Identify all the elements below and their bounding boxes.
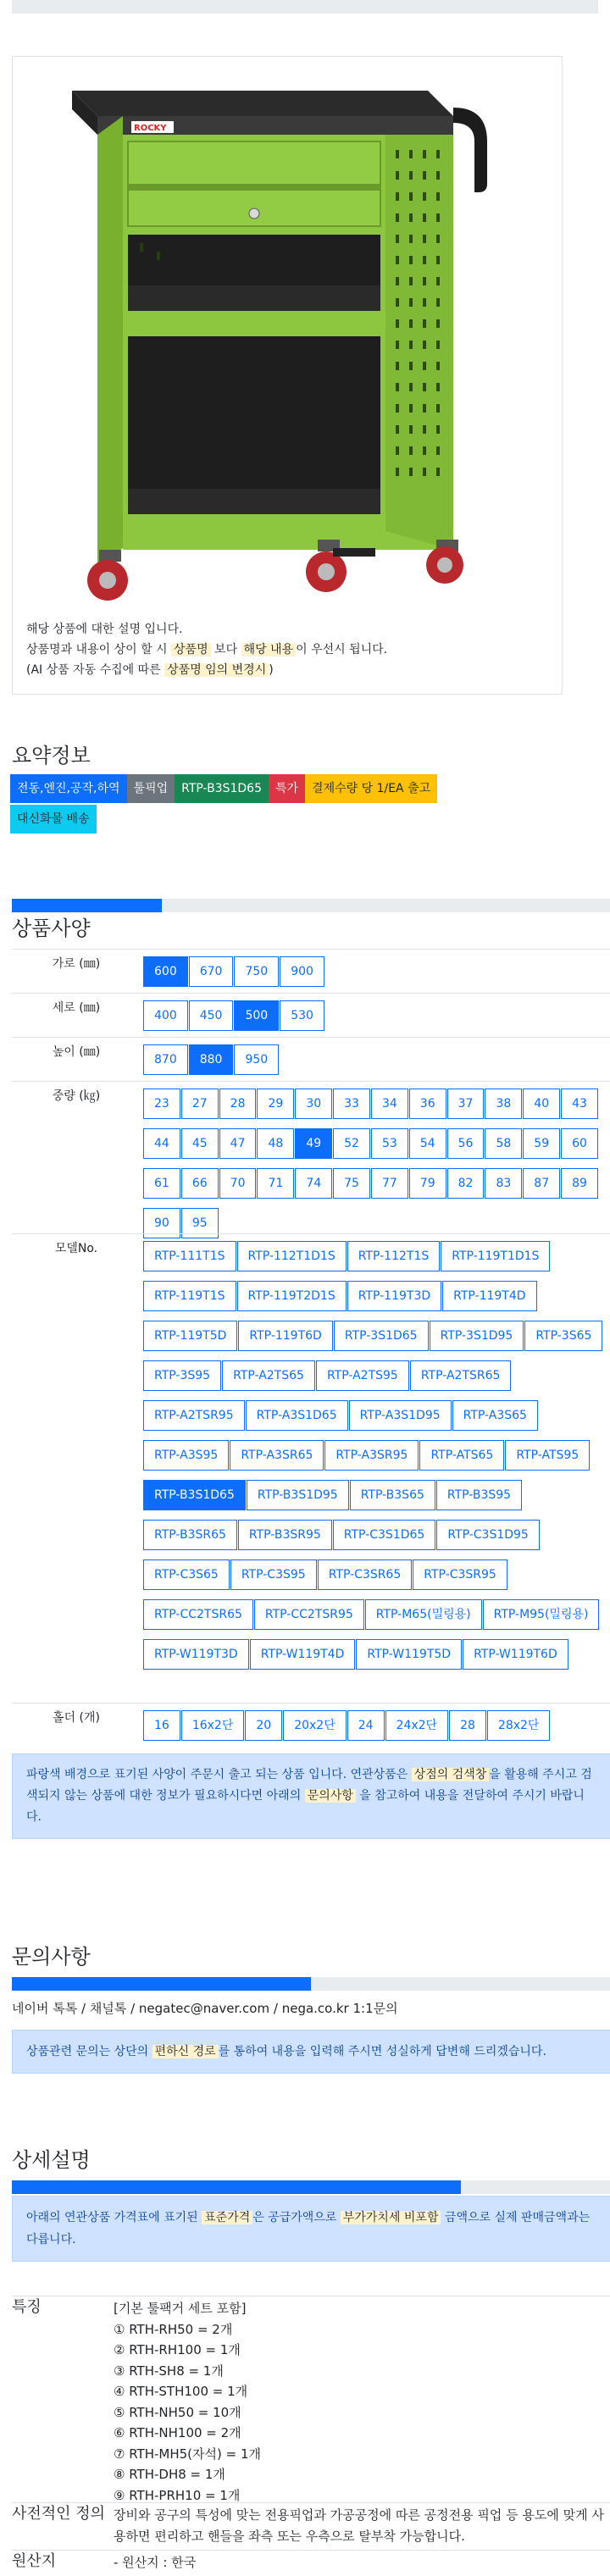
spec-row-weight (12, 1081, 610, 1234)
detail-line: ① RTH-RH50 = 2개 (114, 2321, 233, 2337)
spec-option-button[interactable]: RTP-A3SR65 (230, 1440, 324, 1471)
spec-option-button[interactable]: 34 (371, 1089, 408, 1119)
spec-label: 중량 (㎏) (52, 1089, 101, 1103)
spec-label: 가로 (㎜) (52, 957, 101, 971)
spec-option-button[interactable]: RTP-M65(밀링용) (365, 1599, 482, 1630)
spec-option-button[interactable]: RTP-B3S95 (436, 1480, 522, 1510)
spec-option-button[interactable]: 71 (257, 1168, 294, 1199)
detail-line: ⑨ RTH-PRH10 = 1개 (114, 2487, 241, 2503)
spec-option-button[interactable]: 52 (333, 1128, 370, 1159)
spec-options (143, 1089, 610, 1248)
spec-option-button[interactable]: RTP-W119T3D (143, 1639, 249, 1670)
tool-cart-image (47, 57, 521, 607)
spec-option-button[interactable]: RTP-C3SR95 (413, 1559, 507, 1590)
spec-option-button[interactable]: RTP-A2TSR65 (410, 1360, 512, 1391)
spec-option-button[interactable]: RTP-A3SR95 (324, 1440, 419, 1471)
spec-option-button[interactable]: RTP-C3S1D65 (333, 1520, 436, 1550)
spec-option-button[interactable]: 66 (181, 1168, 219, 1199)
spec-option-button[interactable]: 24x2단 (385, 1710, 449, 1741)
detail-value (114, 2552, 610, 2573)
spec-option-button[interactable]: 95 (181, 1208, 219, 1238)
spec-option-button[interactable]: RTP-B3SR95 (238, 1520, 332, 1550)
spec-option-button[interactable]: 43 (561, 1089, 598, 1119)
spec-option-button[interactable]: 670 (189, 956, 234, 987)
spec-option-button[interactable]: RTP-M95(밀링용) (483, 1599, 600, 1630)
spec-option-button[interactable]: 880 (189, 1044, 234, 1075)
spec-option-button[interactable]: 40 (523, 1089, 560, 1119)
channel-talk-link[interactable]: 채널톡 (89, 2001, 127, 2016)
spec-option-button[interactable]: 38 (485, 1089, 522, 1119)
spec-option-button[interactable]: 400 (143, 1000, 188, 1031)
spec-option-button[interactable]: RTP-W119T6D (463, 1639, 568, 1670)
spec-progress-fill (12, 899, 162, 912)
detail-label: 특징 (12, 2298, 42, 2316)
spec-option-button[interactable]: 20 (245, 1710, 282, 1741)
desc-line-3: (AI 상품 자동 수집에 따른 상품명 임의 변경시 ) (26, 663, 274, 677)
detail-progress (12, 2180, 610, 2194)
spec-option-button[interactable]: 28 (449, 1710, 486, 1741)
inquiry-notice: 상품관련 문의는 상단의 편하신 경로 를 통하여 내용을 입력해 주시면 성실하게 답변해 드리겠습니다. (12, 2030, 610, 2074)
summary-tags (10, 774, 603, 835)
detail-line: ⑦ RTH-MH5(자석) = 1개 (114, 2446, 261, 2462)
detail-line: [기본 툴팩거 세트 포함] (114, 2301, 247, 2316)
spec-option-button[interactable]: 28x2단 (487, 1710, 551, 1741)
spec-option-button[interactable]: RTP-B3S1D65 (143, 1480, 246, 1510)
spec-options (143, 1044, 610, 1084)
spec-option-button[interactable]: RTP-A2TS65 (222, 1360, 315, 1391)
spec-label: 세로 (㎜) (52, 1001, 101, 1015)
spec-option-button[interactable]: RTP-A2TSR95 (143, 1400, 245, 1431)
spec-options (143, 1000, 610, 1040)
detail-row-origin (12, 2550, 610, 2576)
spec-option-button[interactable]: 29 (257, 1089, 294, 1119)
spec-row-holder (12, 1703, 610, 1746)
spec-option-button[interactable]: 53 (371, 1128, 408, 1159)
spec-option-button[interactable]: 16x2단 (181, 1710, 245, 1741)
spec-option-button[interactable]: 870 (143, 1044, 188, 1075)
spec-option-button[interactable]: RTP-C3S95 (230, 1559, 317, 1590)
spec-option-button[interactable]: 77 (371, 1168, 408, 1199)
spec-option-button[interactable]: 27 (181, 1089, 219, 1119)
detail-label: 원산지 (12, 2552, 57, 2570)
spec-option-button[interactable]: RTP-A3S65 (452, 1400, 538, 1431)
spec-option-button[interactable]: 16 (143, 1710, 180, 1741)
email-link[interactable]: negatec@naver.com (138, 2001, 270, 2016)
spec-label: 높이 (㎜) (52, 1045, 101, 1059)
tag-special: 특가 (269, 774, 305, 803)
spec-option-button[interactable]: 500 (234, 1000, 279, 1031)
detail-line: ② RTH-RH100 = 1개 (114, 2342, 241, 2357)
spec-option-button[interactable]: RTP-A3S1D95 (349, 1400, 452, 1431)
spec-option-button[interactable]: RTP-A2TS95 (316, 1360, 409, 1391)
spec-label: 모델No. (54, 1242, 98, 1255)
spec-option-button[interactable]: RTP-B3SR65 (143, 1520, 237, 1550)
spec-option-button[interactable]: RTP-111T1S (143, 1241, 236, 1271)
spec-option-button[interactable]: 33 (333, 1089, 370, 1119)
spec-option-button[interactable]: RTP-119T5D (143, 1321, 237, 1351)
detail-notice: 아래의 연관상품 가격표에 표기된 표준가격 은 공급가액으로 부가가치세 비포함 금액으로 실제 판매금액과는 다릅니다. (12, 2196, 610, 2262)
spec-option-button[interactable]: RTP-CC2TSR65 (143, 1599, 253, 1630)
spec-option-button[interactable]: 87 (523, 1168, 560, 1199)
spec-option-button[interactable]: RTP-CC2TSR95 (254, 1599, 364, 1630)
spec-option-button[interactable]: 59 (523, 1128, 560, 1159)
spec-row-depth (12, 993, 610, 1038)
spec-option-button[interactable]: 82 (447, 1168, 485, 1199)
spec-option-button[interactable]: RTP-W119T4D (250, 1639, 356, 1670)
spec-option-button[interactable]: RTP-119T4D (442, 1281, 536, 1311)
site-inquiry-link[interactable]: nega.co.kr 1:1문의 (281, 2001, 398, 2016)
spec-option-button[interactable]: RTP-119T2D1S (237, 1281, 347, 1311)
spec-option-button[interactable]: 70 (219, 1168, 257, 1199)
detail-line: ⑤ RTH-NH50 = 10개 (114, 2404, 241, 2420)
detail-progress-fill (12, 2180, 461, 2194)
spec-option-button[interactable]: RTP-119T3D (347, 1281, 441, 1311)
spec-notice: 파랑색 배경으로 표기된 사양이 주문시 출고 되는 상품 입니다. 연관상품은 상점의 검색창 을 활용해 주시고 검색되지 않는 상품에 대한 정보가 필요하시다면 아래의 문의사항 을 참고하여 내용을 전달하여 주시기 바랍니다. (12, 1753, 610, 1839)
spec-option-button[interactable]: 30 (295, 1089, 332, 1119)
spec-option-button[interactable]: 950 (234, 1044, 279, 1075)
spec-option-button[interactable]: 900 (280, 956, 324, 987)
tag-category: 전동,엔진,공작,하역 (10, 774, 127, 803)
spec-option-button[interactable]: 600 (143, 956, 188, 987)
spec-option-button[interactable]: RTP-W119T5D (356, 1639, 462, 1670)
desc-line-1: 해당 상품에 대한 설명 입니다. (26, 623, 183, 636)
spec-progress (12, 899, 610, 912)
brand-label: ROCKY (134, 124, 167, 133)
spec-option-button[interactable]: 48 (257, 1128, 294, 1159)
detail-label: 사전적인 정의 (12, 2505, 106, 2523)
spec-option-button[interactable]: 47 (219, 1128, 257, 1159)
spec-options (143, 1710, 610, 1750)
spec-option-button[interactable]: RTP-A3S1D65 (246, 1400, 348, 1431)
spec-row-height (12, 1037, 610, 1082)
spec-option-button[interactable]: 530 (280, 1000, 324, 1031)
spec-option-button[interactable]: RTP-B3S65 (350, 1480, 435, 1510)
spec-title: 상품사양 (12, 917, 91, 940)
desc-line-2: 상품명과 내용이 상이 할 시 상품명 보다 해당 내용 이 우선시 됩니다. (26, 643, 388, 656)
spec-row-width (12, 949, 610, 994)
spec-options (143, 1241, 610, 1679)
inquiry-title: 문의사항 (12, 1945, 91, 1969)
spec-option-button[interactable]: 28 (219, 1089, 257, 1119)
tag-shipping: 대신화물 배송 (10, 805, 97, 834)
spec-option-button[interactable]: RTP-3S1D95 (430, 1321, 524, 1351)
spec-option-button[interactable]: 75 (333, 1168, 370, 1199)
spec-option-button[interactable]: RTP-A3S95 (143, 1440, 229, 1471)
spec-option-button[interactable]: RTP-ATS65 (419, 1440, 504, 1471)
spec-option-button[interactable]: RTP-119T1D1S (441, 1241, 550, 1271)
spec-option-button[interactable]: 60 (561, 1128, 598, 1159)
spec-option-button[interactable]: 45 (181, 1128, 219, 1159)
spec-option-button[interactable]: 750 (234, 956, 279, 987)
summary-title: 요약정보 (12, 744, 91, 767)
spec-option-button[interactable]: 24 (347, 1710, 385, 1741)
spec-options (143, 956, 610, 996)
tag-model: RTP-B3S1D65 (175, 774, 269, 803)
spec-option-button[interactable]: 450 (189, 1000, 234, 1031)
spec-option-button[interactable]: 89 (561, 1168, 598, 1199)
spec-option-button[interactable]: 83 (485, 1168, 522, 1199)
spec-option-button[interactable]: RTP-B3S1D95 (247, 1480, 349, 1510)
detail-line: ④ RTH-STH100 = 1개 (114, 2384, 248, 2399)
detail-row-features (12, 2296, 610, 2508)
spec-option-button[interactable]: RTP-3S1D65 (334, 1321, 429, 1351)
top-bar (12, 0, 598, 14)
spec-option-button[interactable]: 79 (409, 1168, 446, 1199)
detail-title: 상세설명 (12, 2148, 91, 2172)
spec-option-button[interactable]: RTP-119T1S (143, 1281, 236, 1311)
detail-line: 장비와 공구의 특성에 맞는 전용픽업과 가공공정에 따른 공정전용 픽업 등 용도에 맞게 사용하면 편리하고 핸들을 좌측 또는 우측으로 탈부착 가능합니다. (114, 2507, 604, 2544)
detail-line: ③ RTH-SH8 = 1개 (114, 2363, 224, 2379)
spec-option-button[interactable]: 56 (447, 1128, 485, 1159)
spec-option-button[interactable]: 23 (143, 1089, 180, 1119)
spec-option-button[interactable]: RTP-112T1S (347, 1241, 441, 1271)
spec-option-button[interactable]: RTP-C3SR65 (318, 1559, 413, 1590)
inquiry-progress-fill (12, 1977, 311, 1991)
detail-value (114, 2505, 610, 2546)
detail-line: - 원산지 : 한국 (114, 2555, 197, 2570)
spec-option-button[interactable]: 54 (409, 1128, 446, 1159)
detail-line: ⑥ RTH-NH100 = 2개 (114, 2425, 241, 2440)
spec-option-button[interactable]: RTP-C3S65 (143, 1559, 230, 1590)
spec-option-button[interactable]: 44 (143, 1128, 180, 1159)
product-image-frame (12, 56, 563, 695)
detail-line: ⑧ RTH-DH8 = 1개 (114, 2467, 225, 2482)
product-description (26, 619, 387, 680)
inquiry-progress (12, 1977, 610, 1991)
spec-option-button[interactable]: 74 (295, 1168, 332, 1199)
spec-label: 홀더 (개) (53, 1711, 100, 1725)
contact-links: 네이버 톡톡 / 채널톡 / negatec@naver.com / nega.co.kr 1:1문의 (12, 2001, 398, 2016)
spec-option-button[interactable]: RTP-C3S1D95 (436, 1520, 540, 1550)
naver-talk-link[interactable]: 네이버 톡톡 (12, 2001, 78, 2016)
spec-option-button[interactable]: 58 (485, 1128, 522, 1159)
spec-option-button[interactable]: RTP-3S65 (524, 1321, 602, 1351)
spec-option-button[interactable]: 20x2단 (283, 1710, 347, 1741)
detail-row-definition (12, 2502, 610, 2542)
spec-option-button[interactable]: RTP-112T1D1S (237, 1241, 347, 1271)
spec-option-button[interactable]: RTP-3S95 (143, 1360, 221, 1391)
tag-brand: 툴픽업 (127, 774, 175, 803)
spec-option-button[interactable]: 49 (295, 1128, 332, 1159)
spec-option-button[interactable]: 90 (143, 1208, 180, 1238)
spec-row-model (12, 1233, 610, 1703)
spec-option-button[interactable]: 37 (447, 1089, 485, 1119)
detail-value (114, 2298, 610, 2506)
spec-option-button[interactable]: 61 (143, 1168, 180, 1199)
spec-option-button[interactable]: RTP-119T6D (238, 1321, 332, 1351)
tag-quantity: 결제수량 당 1/EA 출고 (305, 774, 437, 803)
spec-option-button[interactable]: 36 (409, 1089, 446, 1119)
spec-option-button[interactable]: RTP-ATS95 (505, 1440, 590, 1471)
